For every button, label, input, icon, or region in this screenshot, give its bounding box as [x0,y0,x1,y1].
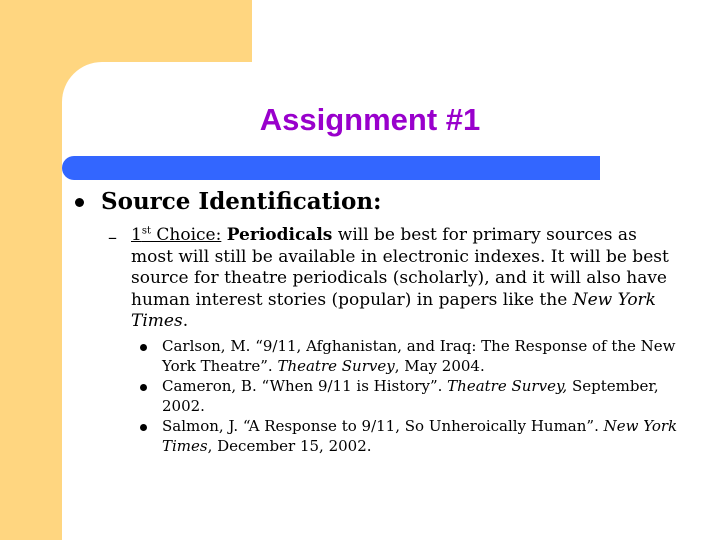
bullet-dot-icon [140,424,147,431]
ordinal-suffix: st [141,225,151,237]
sub-bullet-dash: – [108,227,117,248]
newspaper-name: New York Times [131,289,656,331]
paragraph-end: . [182,311,189,331]
reference-date: , May 2004. [394,356,485,375]
reference-journal: Theatre Survey [277,356,395,375]
bullet-heading: Source Identification: [101,188,382,215]
reference-text: Carlson, M. “9/11, Afghanistan, and Iraq: The Response of the New York Theatre”. [162,337,676,375]
reference-date: , December 15, 2002. [207,436,372,455]
reference-item [140,417,680,456]
reference-text: Salmon, J. “A Response to 9/11, So Unheroically Human”. [162,417,604,435]
choice-label [131,225,221,245]
reference-list [140,337,680,457]
reference-journal: New York Times [162,417,678,455]
title-underline-bar [62,156,600,180]
bullet-dot-icon [75,198,84,207]
ordinal-number: 1 [131,225,142,245]
reference-item [140,337,680,376]
reference-date: September, 2002. [162,377,659,415]
slide-title: Assignment #1 [259,102,481,137]
bullet-dot-icon [140,344,147,351]
sub-bullet-paragraph [131,225,676,333]
reference-item [140,377,680,416]
reference-text: Cameron, B. “When 9/11 is History”. [162,377,448,395]
paragraph-body: will be best for primary sources as most will still be available in electronic indexes. It will be best source for theatre periodicals (scholarly), and it will also have human interest stories (popular) in papers like the [131,225,669,310]
decorative-frame-left [0,0,62,540]
bullet-dot-icon [140,384,147,391]
choice-text: Choice: [150,225,222,245]
emphasis-periodicals: Periodicals [226,225,333,245]
reference-journal: Theatre Survey, [447,377,568,395]
